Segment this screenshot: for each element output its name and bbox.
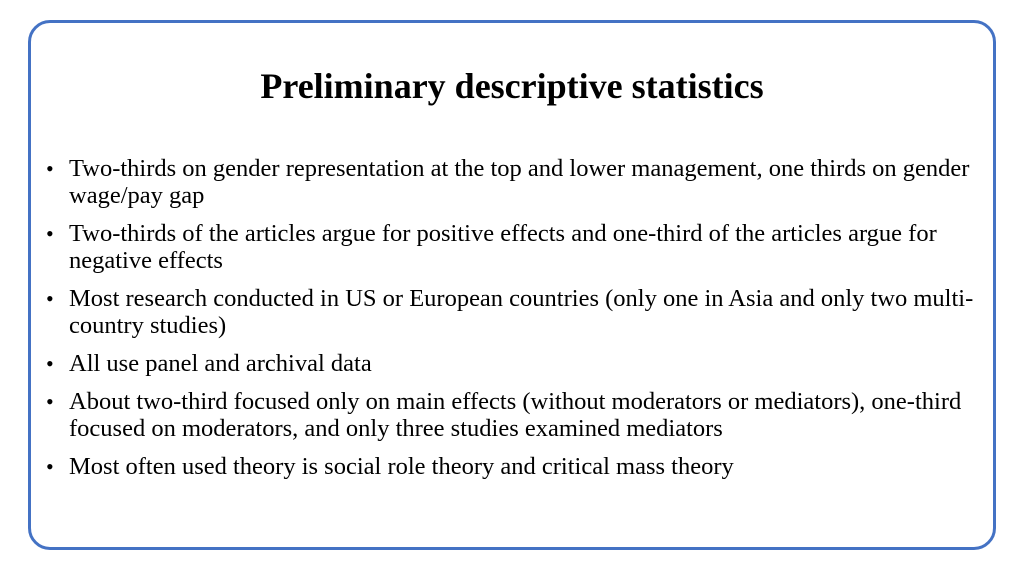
slide-title: Preliminary descriptive statistics [260, 66, 764, 106]
bullet-item [46, 453, 981, 480]
bullet-item [46, 285, 981, 339]
bullet-item [46, 388, 981, 442]
bullet-icon: • [46, 351, 54, 376]
bullet-icon: • [46, 156, 54, 181]
bullet-item [46, 155, 981, 209]
bullet-text: About two-third focused only on main effects (without moderators or mediators), one-third focused on moderators, and only three studies examined mediators [69, 388, 962, 442]
bullet-icon: • [46, 454, 54, 479]
bullet-text: Most often used theory is social role theory and critical mass theory [69, 453, 734, 480]
bullet-text: All use panel and archival data [69, 350, 372, 377]
bullet-text: Two-thirds on gender representation at the top and lower management, one thirds on gender wage/pay gap [69, 155, 970, 209]
bullet-icon: • [46, 389, 54, 414]
bullet-list [46, 155, 981, 491]
bullet-item [46, 350, 981, 377]
bullet-item [46, 220, 981, 274]
bullet-icon: • [46, 221, 54, 246]
bullet-text: Most research conducted in US or European countries (only one in Asia and only two multi-country studies) [69, 285, 974, 339]
bullet-text: Two-thirds of the articles argue for positive effects and one-third of the articles argue for negative effects [69, 220, 937, 274]
bullet-icon: • [46, 286, 54, 311]
